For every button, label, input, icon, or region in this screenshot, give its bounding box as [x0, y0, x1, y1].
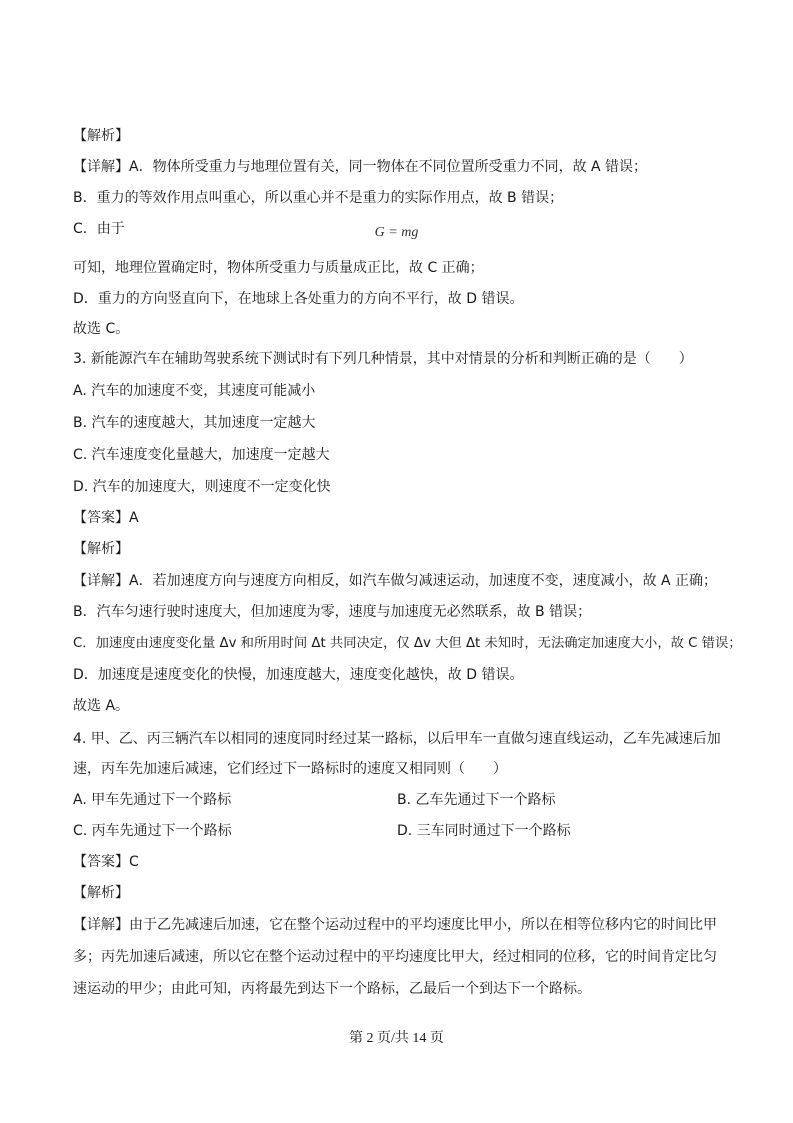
text-line: C．加速度由速度变化量 Δv 和所用时间 Δt 共同决定，仅 Δv 大但 Δt 未知时，无法确定加速度大小，故 C 错误； — [73, 636, 742, 651]
equation: G = mg — [374, 225, 419, 240]
option-b: B. 乙车先通过下一个路标 — [397, 792, 556, 808]
text-line: B．汽车匀速行驶时速度大，但加速度为零，速度与加速度无必然联系，故 B 错误； — [73, 604, 592, 620]
text-line: 故选 C。 — [73, 321, 130, 337]
section-label-analysis: 【解析】 — [73, 885, 129, 901]
text-line: 【详解】A．物体所受重力与地理位置有关，同一物体在不同位置所受重力不同，故 A 错误； — [73, 159, 648, 175]
option-a: A. 甲车先通过下一个路标 — [73, 792, 232, 808]
option-b: B. 汽车的速度越大，其加速度一定越大 — [73, 415, 316, 431]
text-line: D．加速度是速度变化的快慢，加速度越大，速度变化越快，故 D 错误。 — [73, 667, 524, 683]
text-line: D．重力的方向竖直向下，在地球上各处重力的方向不平行，故 D 错误。 — [73, 291, 524, 307]
question-4-stem: 4. 甲、乙、丙三辆汽车以相同的速度同时经过某一路标，以后甲车一直做匀速直线运动，乙车先减速后加 — [73, 731, 721, 747]
question-4-stem-cont: 速，丙车先加速后减速，它们经过下一路标时的速度又相同则（ ） — [73, 761, 507, 777]
answer-label: 【答案】C — [73, 854, 139, 870]
text-line: 【详解】由于乙先减速后加速，它在整个运动过程中的平均速度比甲小，所以在相等位移内它的时间比甲 — [73, 917, 717, 933]
option-c: C. 丙车先通过下一个路标 — [73, 823, 232, 839]
option-d: D. 三车同时通过下一个路标 — [397, 823, 571, 839]
text-line: 【详解】A．若加速度方向与速度方向相反，如汽车做匀减速运动，加速度不变，速度减小，故 A 正确； — [73, 573, 718, 589]
option-a: A. 汽车的加速度不变，其速度可能减小 — [73, 383, 316, 399]
section-label-analysis: 【解析】 — [73, 128, 129, 144]
text-line: 速运动的甲少；由此可知，丙将最先到达下一个路标，乙最后一个到达下一个路标。 — [73, 981, 591, 997]
text-line: 多；丙先加速后减速，所以它在整个运动过程中的平均速度比甲大，经过相同的位移，它的时间肯定比匀 — [73, 949, 717, 965]
text-line: C．由于 — [73, 221, 125, 237]
option-d: D. 汽车的加速度大，则速度不一定变化快 — [73, 479, 331, 495]
answer-label: 【答案】A — [73, 510, 139, 526]
text-line: B．重力的等效作用点叫重心，所以重心并不是重力的实际作用点，故 B 错误； — [73, 190, 564, 206]
text-line: 可知，地理位置确定时，物体所受重力与质量成正比，故 C 正确； — [73, 260, 484, 276]
text-line: 故选 A。 — [73, 698, 130, 714]
section-label-analysis: 【解析】 — [73, 541, 129, 557]
question-3-stem: 3. 新能源汽车在辅助驾驶系统下测试时有下列几种情景，其中对情景的分析和判断正确的是（ ） — [73, 351, 693, 367]
option-c: C. 汽车速度变化量越大，加速度一定越大 — [73, 447, 330, 463]
page-footer: 第 2 页/共 14 页 — [349, 1031, 444, 1046]
